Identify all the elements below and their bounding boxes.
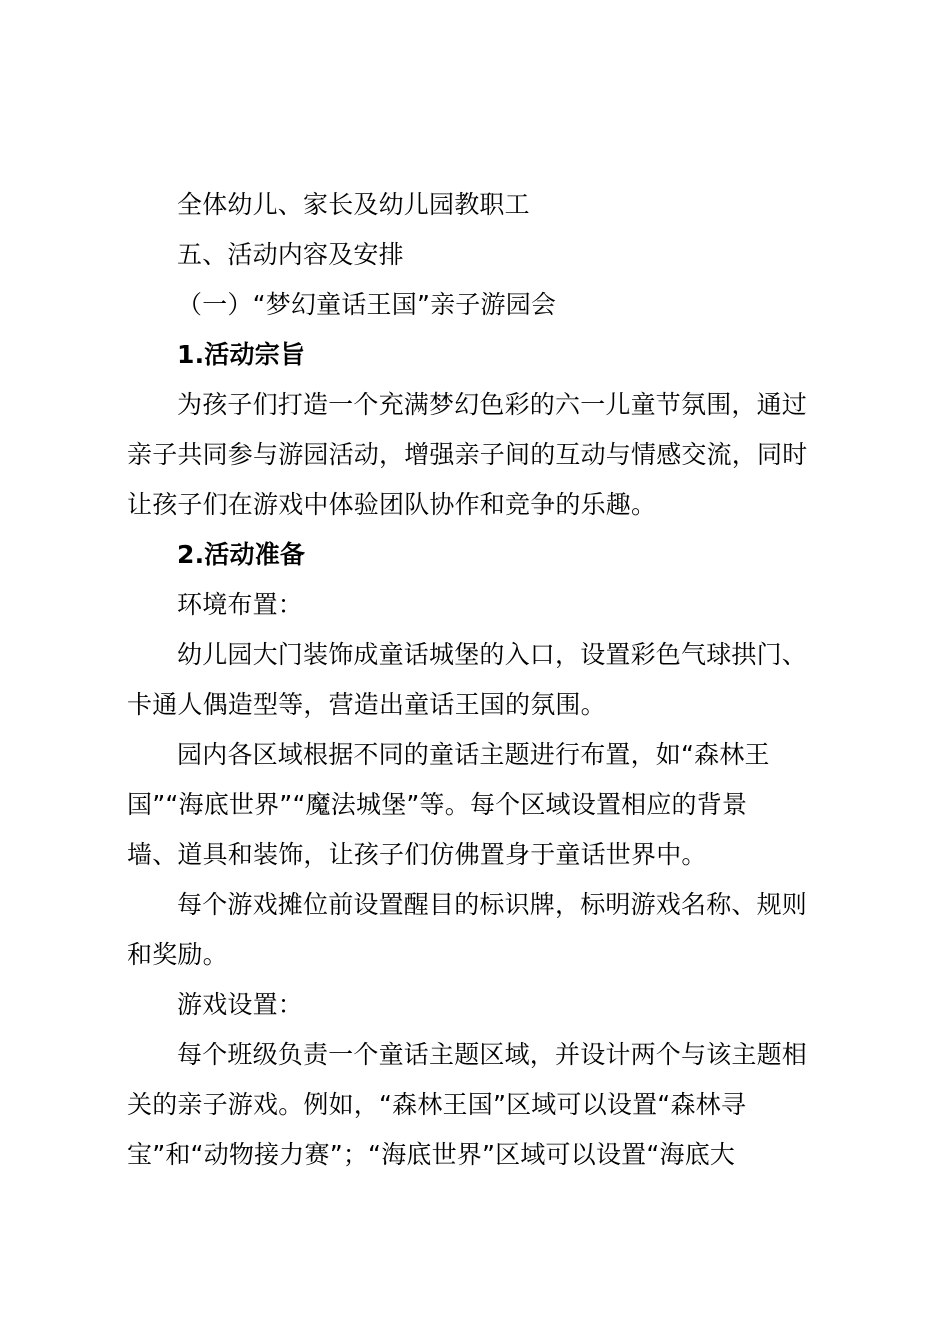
document-body xyxy=(127,180,833,1180)
paragraph-line: 关的亲子游戏。例如，“森林王国”区域可以设置“森林寻 xyxy=(127,1090,747,1119)
section-heading: 五、活动内容及安排 xyxy=(177,240,404,269)
paragraph-line: 园内各区域根据不同的童话主题进行布置，如“森林王 xyxy=(177,740,770,769)
paragraph-line: 墙、道具和装饰，让孩子们仿佛置身于童话世界中。 xyxy=(127,840,707,869)
paragraph-line: 每个游戏摊位前设置醒目的标识牌，标明游戏名称、规则 xyxy=(177,890,808,919)
item-heading: 1.活动宗旨 xyxy=(177,340,306,369)
text-line: 全体幼儿、家长及幼儿园教职工 xyxy=(177,190,530,219)
paragraph-line: 宝”和“动物接力赛”；“海底世界”区域可以设置“海底大 xyxy=(127,1140,736,1169)
label-line: 环境布置： xyxy=(177,590,304,619)
item-heading: 2.活动准备 xyxy=(177,540,306,569)
paragraph-line: 国”“海底世界”“魔法城堡”等。每个区域设置相应的背景 xyxy=(127,790,748,819)
paragraph-line: 为孩子们打造一个充满梦幻色彩的六一儿童节氛围，通过 xyxy=(177,390,808,419)
paragraph-line: 幼儿园大门装饰成童话城堡的入口，设置彩色气球拱门、 xyxy=(177,640,808,669)
paragraph-line: 和奖励。 xyxy=(127,940,228,969)
paragraph-line: 亲子共同参与游园活动，增强亲子间的互动与情感交流，同时 xyxy=(127,440,808,469)
paragraph-line: 让孩子们在游戏中体验团队协作和竞争的乐趣。 xyxy=(127,490,657,519)
subsection-heading: （一）“梦幻童话王国”亲子游园会 xyxy=(177,290,557,319)
paragraph-line: 每个班级负责一个童话主题区域，并设计两个与该主题相 xyxy=(177,1040,808,1069)
paragraph-line: 卡通人偶造型等，营造出童话王国的氛围。 xyxy=(127,690,606,719)
label-line: 游戏设置： xyxy=(177,990,304,1019)
